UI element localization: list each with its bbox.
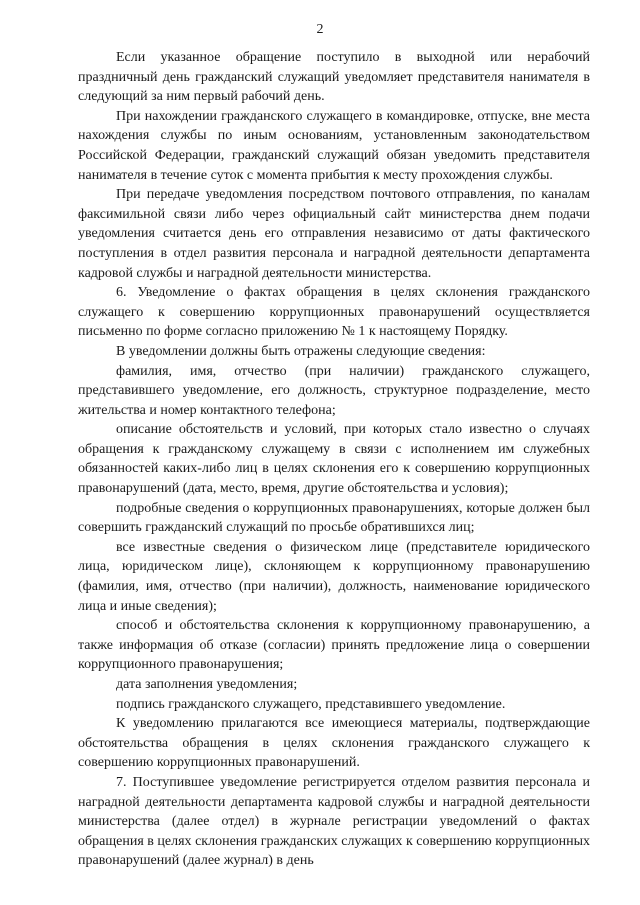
paragraph-item-7: 7. Поступившее уведомление регистрируется отделом развития персонала и наградной деятельности департамента кадровой службы и наградной деятельности министерства (далее отдел) в журнале регистрации уведомлений о фактах обращения в целях склонения гражданских служащих к совершению коррупционных правонарушений (далее журнал) в день	[78, 774, 590, 869]
document-body	[78, 48, 590, 871]
paragraph-postal-delivery: При передаче уведомления посредством почтового отправления, по каналам факсимильной связи либо через официальный сайт министерства днем подачи уведомления считается день его отправления независимо от даты фактического поступления в отдел развития персонала и наградной деятельности департамента кадровой службы и наградной деятельности министерства.	[78, 187, 590, 281]
paragraph-method: способ и обстоятельства склонения к коррупционному правонарушению, а также информация об отказе (согласии) принять предложение лица о совершении коррупционного правонарушения;	[78, 618, 590, 673]
paragraph-attachments: К уведомлению прилагаются все имеющиеся материалы, подтверждающие обстоятельства обращения в целях склонения гражданского служащего к совершению коррупционных правонарушений.	[78, 716, 590, 771]
paragraph-date: дата заполнения уведомления;	[116, 677, 298, 692]
page-number: 2	[316, 22, 324, 37]
paragraph-business-trip: При нахождении гражданского служащего в командировке, отпуске, вне места нахождения службы по иным основаниям, установленным законодательством Российской Федерации, гражданский служащий обязан уведомить представителя нанимателя в течение суток с момента прибытия к месту прохождения службы.	[78, 108, 590, 183]
paragraph-full-name: фамилия, имя, отчество (при наличии) гражданского служащего, представившего уведомление, его должность, структурное подразделение, место жительства и номер контактного телефона;	[78, 363, 590, 418]
paragraph-person-info: все известные сведения о физическом лице (представителе юридического лица, юридическом лице), склоняющем к коррупционному правонарушению (фамилия, имя, отчество (при наличии), должность, наименование юридического лица и иные сведения);	[78, 539, 590, 614]
paragraph-signature: подпись гражданского служащего, представившего уведомление.	[116, 696, 506, 712]
paragraph-item-6: 6. Уведомление о фактах обращения в целях склонения гражданского служащего к совершению коррупционных правонарушений осуществляется письменно по форме согласно приложению № 1 к настоящему Порядку.	[78, 285, 590, 340]
paragraph-weekend-notice: Если указанное обращение поступило в выходной или нерабочий праздничный день гражданский служащий уведомляет представителя нанимателя в следующий за ним первый рабочий день.	[78, 50, 590, 105]
paragraph-circumstances: описание обстоятельств и условий, при которых стало известно о случаях обращения к гражданскому служащему в связи с исполнением им служебных обязанностей каких-либо лиц в целях склонения его к совершению коррупционных правонарушений (дата, место, время, другие обстоятельства и условия);	[78, 422, 590, 497]
paragraph-violation-details: подробные сведения о коррупционных правонарушениях, которые должен был совершить гражданский служащий по просьбе обратившихся лиц;	[78, 500, 590, 536]
paragraph-required-info: В уведомлении должны быть отражены следующие сведения:	[116, 343, 486, 359]
